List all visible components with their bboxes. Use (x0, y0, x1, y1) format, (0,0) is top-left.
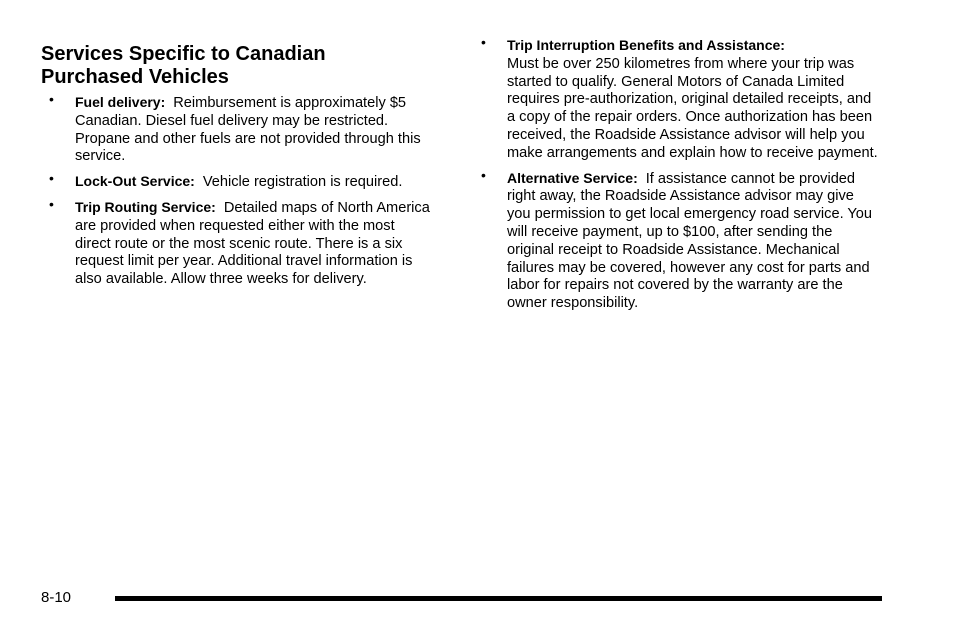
bullet-icon: • (49, 170, 54, 187)
item-text: Must be over 250 kilometres from where your trip was started to qualify. General Motors of Canada Limited requires pre-authorization, original detailed receipts, and a copy of the repair orders. Once authorization has been received, the Roadside Assistance advisor will help you make arrangements and explain how to receive payment. (507, 55, 878, 161)
section-title: Services Specific to Canadian Purchased Vehicles (41, 43, 326, 88)
list-item-trip-routing-service (41, 195, 433, 289)
footer-divider (115, 596, 882, 601)
list-item-fuel-delivery (41, 91, 433, 166)
bullet-icon: • (49, 91, 54, 107)
item-term: Trip Routing Service: (75, 198, 216, 215)
item-term: Fuel delivery: (75, 94, 166, 110)
list-item-alternative-service (481, 166, 881, 313)
page-number: 8-10 (41, 589, 72, 606)
bullet-icon: • (481, 166, 486, 183)
bullet-icon: • (49, 195, 54, 212)
left-bullet-list (41, 91, 433, 296)
item-text: Reimbursement is approximately $5 Canadian. Diesel fuel delivery may be restricted. Propane and other fuels are not provided through this service. (75, 95, 421, 165)
list-item-lock-out-service (41, 170, 433, 192)
list-item-trip-interruption (481, 34, 881, 163)
right-bullet-list (481, 34, 881, 320)
item-term: Lock-Out Service: (75, 173, 195, 190)
bullet-icon: • (481, 34, 486, 50)
item-text: Vehicle registration is required. (202, 174, 403, 191)
item-text: If assistance cannot be provided right away, the Roadside Assistance advisor may give you permission to get local emergency road service. You will receive payment, up to $100, after sending the original receipt to Roadside Assistance. Mechanical failures may be covered, however any cost for parts and labor for repairs not covered by the warranty are the owner responsibility. (507, 170, 873, 312)
item-term: Trip Interruption Benefits and Assistance: (507, 37, 785, 53)
item-term: Alternative Service: (507, 169, 638, 186)
item-text: Detailed maps of North America are provided when requested either with the most direct route or the most scenic route. There is a six request limit per year. Additional travel information is also available. Allow three weeks for delivery. (75, 199, 430, 288)
